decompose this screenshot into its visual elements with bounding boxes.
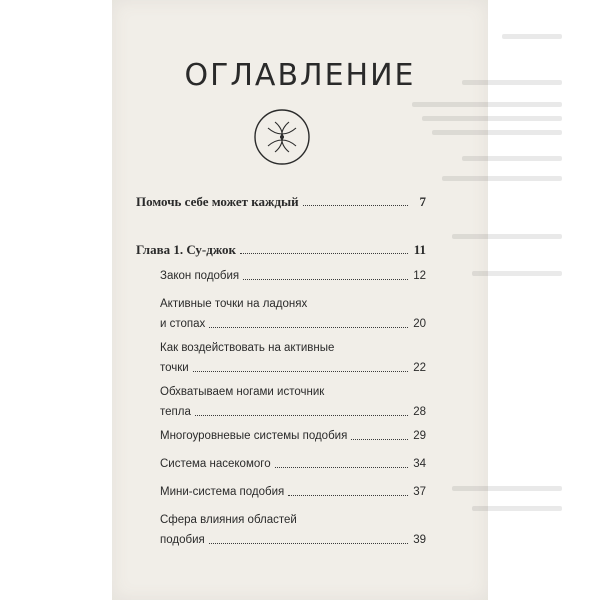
page-number: 12	[413, 270, 426, 282]
toc-entry-multilevel-systems[interactable]	[160, 426, 426, 446]
entry-title: Многоуровневые системы подобия	[160, 430, 348, 442]
page-number: 39	[413, 534, 426, 546]
toc-entry-sphere-of-influence[interactable]	[160, 510, 426, 550]
leader-dots	[240, 252, 408, 254]
page-title: ОГЛАВЛЕНИЕ	[184, 58, 416, 93]
toc-entry-how-to-act[interactable]	[160, 338, 426, 378]
entry-title-line-1: Обхватываем ногами источник	[160, 386, 325, 398]
toc-entry-intro[interactable]	[136, 192, 426, 212]
toc-entry-active-points[interactable]	[160, 294, 426, 334]
page-number: 34	[413, 458, 426, 470]
entry-title-line-1: Активные точки на ладонях	[160, 298, 308, 310]
page-number: 7	[419, 194, 426, 209]
toc-entry-heat-source[interactable]	[160, 382, 426, 422]
page-number: 20	[413, 318, 426, 330]
entry-title: Закон подобия	[160, 270, 240, 282]
toc-entry-insect-system[interactable]	[160, 454, 426, 474]
leader-dots	[209, 542, 408, 544]
page-number: 11	[413, 242, 426, 257]
knot-ornament-icon	[253, 108, 311, 166]
toc-entry-mini-system[interactable]	[160, 482, 426, 502]
leader-dots	[275, 466, 408, 468]
entry-title-line-2: тепла	[160, 406, 191, 418]
toc-entry-chapter-1[interactable]	[136, 240, 426, 260]
entry-title-line-2: точки	[160, 362, 189, 374]
leader-dots	[193, 370, 408, 372]
entry-title-line-2: и стопах	[160, 318, 206, 330]
leader-dots	[243, 278, 408, 280]
leader-dots	[351, 438, 408, 440]
entry-title: Помочь себе может каждый	[136, 194, 299, 209]
leader-dots	[209, 326, 408, 328]
entry-title-line-1: Сфера влияния областей	[160, 514, 297, 526]
page-number: 22	[413, 362, 426, 374]
entry-title-line-1: Как воздействовать на активные	[160, 342, 335, 354]
leader-dots	[303, 204, 408, 206]
leader-dots	[288, 494, 408, 496]
page-number: 28	[413, 406, 426, 418]
entry-title: Глава 1. Су-джок	[136, 242, 236, 257]
leader-dots	[195, 414, 408, 416]
entry-title-line-2: подобия	[160, 534, 205, 546]
page-number: 29	[413, 430, 426, 442]
toc-entry-law-of-similarity[interactable]	[160, 266, 426, 286]
entry-title: Мини-система подобия	[160, 486, 285, 498]
page-number: 37	[413, 486, 426, 498]
entry-title: Система насекомого	[160, 458, 271, 470]
